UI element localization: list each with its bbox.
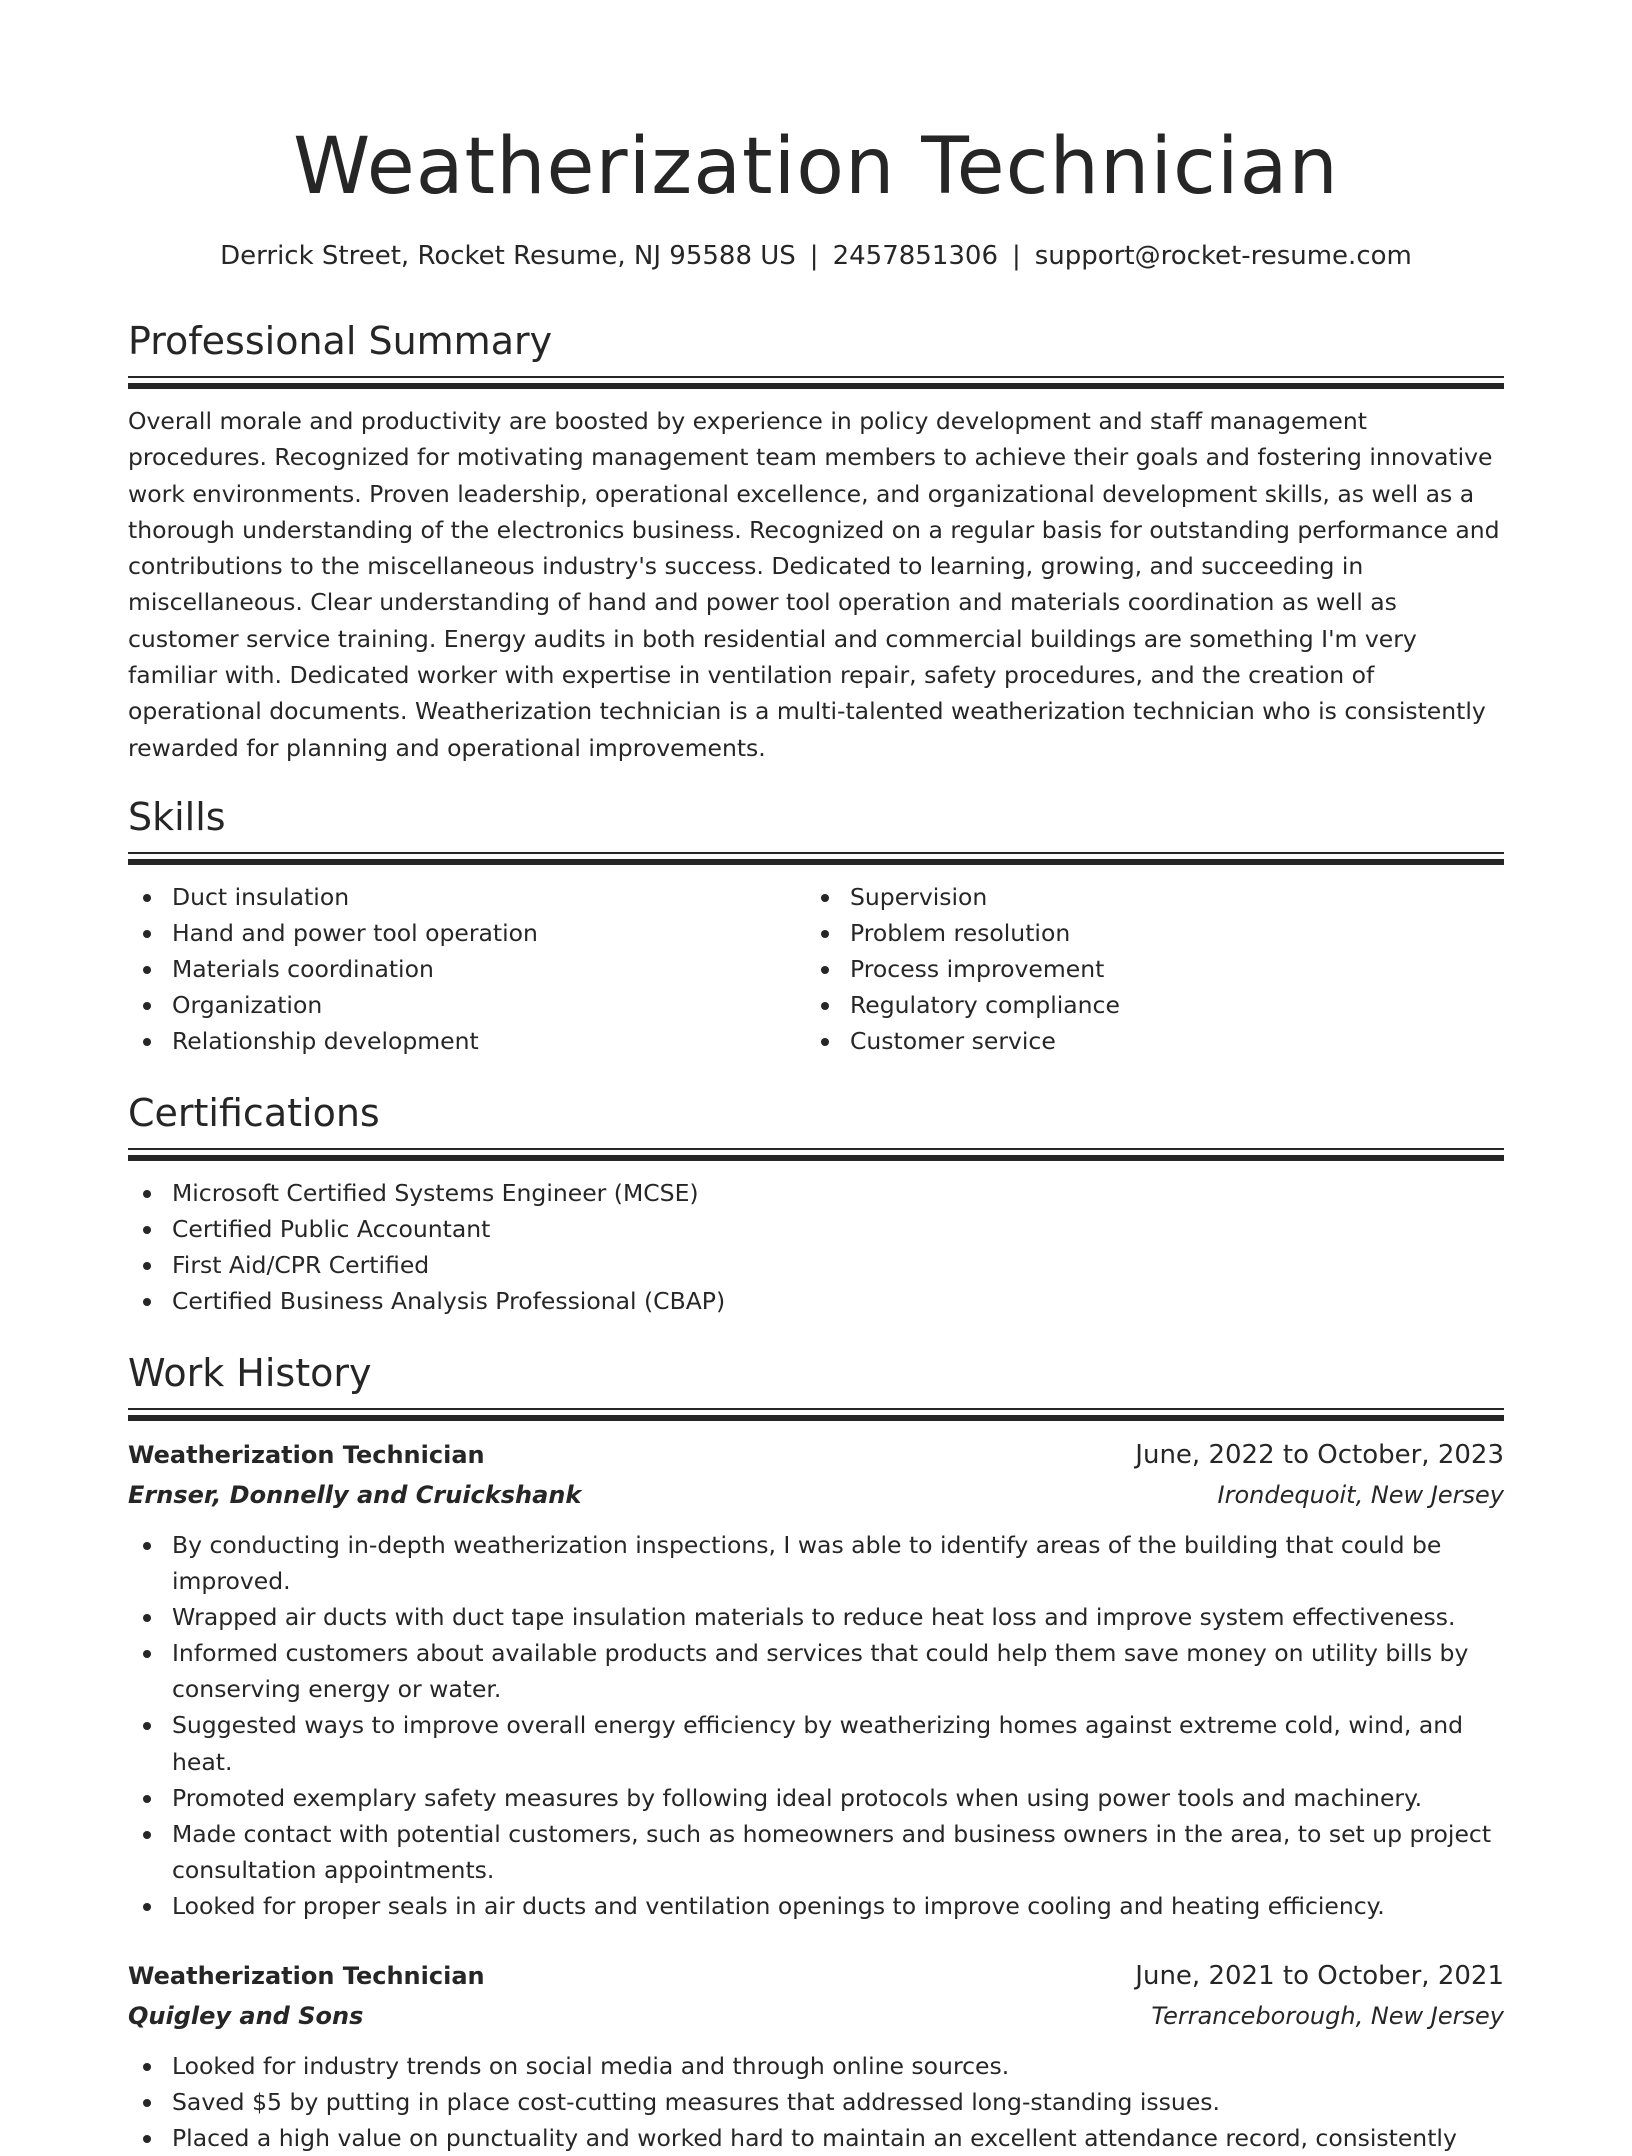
work-history-section	[128, 1348, 1504, 2156]
job-entry	[128, 1956, 1504, 2156]
job-company: Ernser, Donnelly and Cruickshank	[128, 1481, 582, 1509]
job-bullet: Made contact with potential customers, such as homeowners and business owners in the area, to set up project consultation appointments.	[128, 1816, 1504, 1888]
job-bullet: Suggested ways to improve overall energy efficiency by weatherizing homes against extreme cold, wind, and heat.	[128, 1707, 1504, 1779]
contact-line	[128, 236, 1504, 276]
contact-email: support@rocket-resume.com	[1034, 241, 1412, 271]
skills-list-left	[128, 879, 806, 1059]
section-rule-thick	[128, 383, 1504, 389]
skill-item: Regulatory compliance	[806, 987, 1484, 1023]
resume-title: Weatherization Technician	[293, 122, 1339, 212]
skills-heading: Skills	[128, 795, 226, 839]
job-location: Irondequoit, New Jersey	[1217, 1481, 1504, 1509]
certification-item: Microsoft Certified Systems Engineer (MCSE)	[128, 1175, 1504, 1211]
skill-item: Relationship development	[128, 1023, 806, 1059]
certifications-list	[128, 1175, 1504, 1319]
job-company: Quigley and Sons	[128, 2002, 364, 2031]
job-header-row	[128, 1956, 1504, 1996]
job-bullet: Looked for industry trends on social media and through online sources.	[128, 2048, 1504, 2084]
job-title: Weatherization Technician	[128, 1441, 485, 1469]
section-rule	[128, 852, 1504, 854]
skill-item: Duct insulation	[128, 879, 806, 915]
skill-item: Organization	[128, 987, 806, 1023]
summary-text: Overall morale and productivity are boosted by experience in policy development and staff management procedures. Recognized for motivating management team members to achieve their goals and fostering innovative work environments. Proven leadership, operational excellence, and organizational development skills, as well as a thorough understanding of the electronics business. Recognized on a regular basis for outstanding performance and contributions to the miscellaneous industry's success. Dedicated to learning, growing, and succeeding in miscellaneous. Clear understanding of hand and power tool operation and materials coordination as well as customer service training. Energy audits in both residential and commercial buildings are something I'm very familiar with. Dedicated worker with expertise in ventilation repair, safety procedures, and the creation of operational documents. Weatherization technician is a multi-talented weatherization technician who is consistently rewarded for planning and operational improvements.	[128, 407, 1500, 762]
contact-address: Derrick Street, Rocket Resume, NJ 95588 US	[220, 241, 796, 271]
job-dates: June, 2021 to October, 2021	[1135, 1961, 1504, 1992]
job-bullets	[128, 1527, 1504, 1924]
job-company-row	[128, 1996, 1504, 2036]
summary-heading: Professional Summary	[128, 319, 553, 363]
job-bullet: Saved $5 by putting in place cost-cutting measures that addressed long-standing issues.	[128, 2084, 1504, 2120]
job-header-row	[128, 1435, 1504, 1475]
job-company-row	[128, 1475, 1504, 1515]
skill-item: Hand and power tool operation	[128, 915, 806, 951]
job-location: Terranceborough, New Jersey	[1151, 2002, 1504, 2031]
contact-separator: |	[809, 241, 819, 271]
section-rule	[128, 1408, 1504, 1410]
skills-grid	[128, 865, 1504, 1059]
job-dates: June, 2022 to October, 2023	[1135, 1440, 1504, 1470]
job-title: Weatherization Technician	[128, 1962, 485, 1991]
summary-section	[128, 316, 1504, 766]
skills-list-right	[806, 879, 1484, 1059]
skill-item: Customer service	[806, 1023, 1484, 1059]
job-bullet: Promoted exemplary safety measures by following ideal protocols when using power tools and machinery.	[128, 1780, 1504, 1816]
job-bullets	[128, 2048, 1504, 2156]
section-rule	[128, 1148, 1504, 1150]
skill-item: Problem resolution	[806, 915, 1484, 951]
skill-item: Materials coordination	[128, 951, 806, 987]
job-bullet: Informed customers about available products and services that could help them save money on utility bills by conserving energy or water.	[128, 1635, 1504, 1707]
job-bullet: Placed a high value on punctuality and worked hard to maintain an excellent attendance record, consistently	[128, 2120, 1504, 2156]
skill-item: Process improvement	[806, 951, 1484, 987]
job-bullet: Looked for proper seals in air ducts and ventilation openings to improve cooling and heating efficiency.	[128, 1888, 1504, 1924]
job-bullet: By conducting in-depth weatherization inspections, I was able to identify areas of the building that could be improved.	[128, 1527, 1504, 1599]
contact-phone: 2457851306	[832, 241, 998, 271]
job-bullet: Wrapped air ducts with duct tape insulation materials to reduce heat loss and improve system effectiveness.	[128, 1599, 1504, 1635]
certifications-section	[128, 1088, 1504, 1319]
skill-item: Supervision	[806, 879, 1484, 915]
certifications-heading: Certifications	[128, 1091, 380, 1135]
skills-section	[128, 792, 1504, 1059]
work-history-heading: Work History	[128, 1351, 372, 1395]
certification-item: Certified Business Analysis Professional (CBAP)	[128, 1283, 1504, 1319]
section-rule-thick	[128, 1415, 1504, 1421]
contact-separator: |	[1011, 241, 1021, 271]
section-rule-thick	[128, 1155, 1504, 1161]
certification-item: Certified Public Accountant	[128, 1211, 1504, 1247]
job-entry	[128, 1435, 1504, 1924]
certification-item: First Aid/CPR Certified	[128, 1247, 1504, 1283]
section-rule	[128, 376, 1504, 378]
